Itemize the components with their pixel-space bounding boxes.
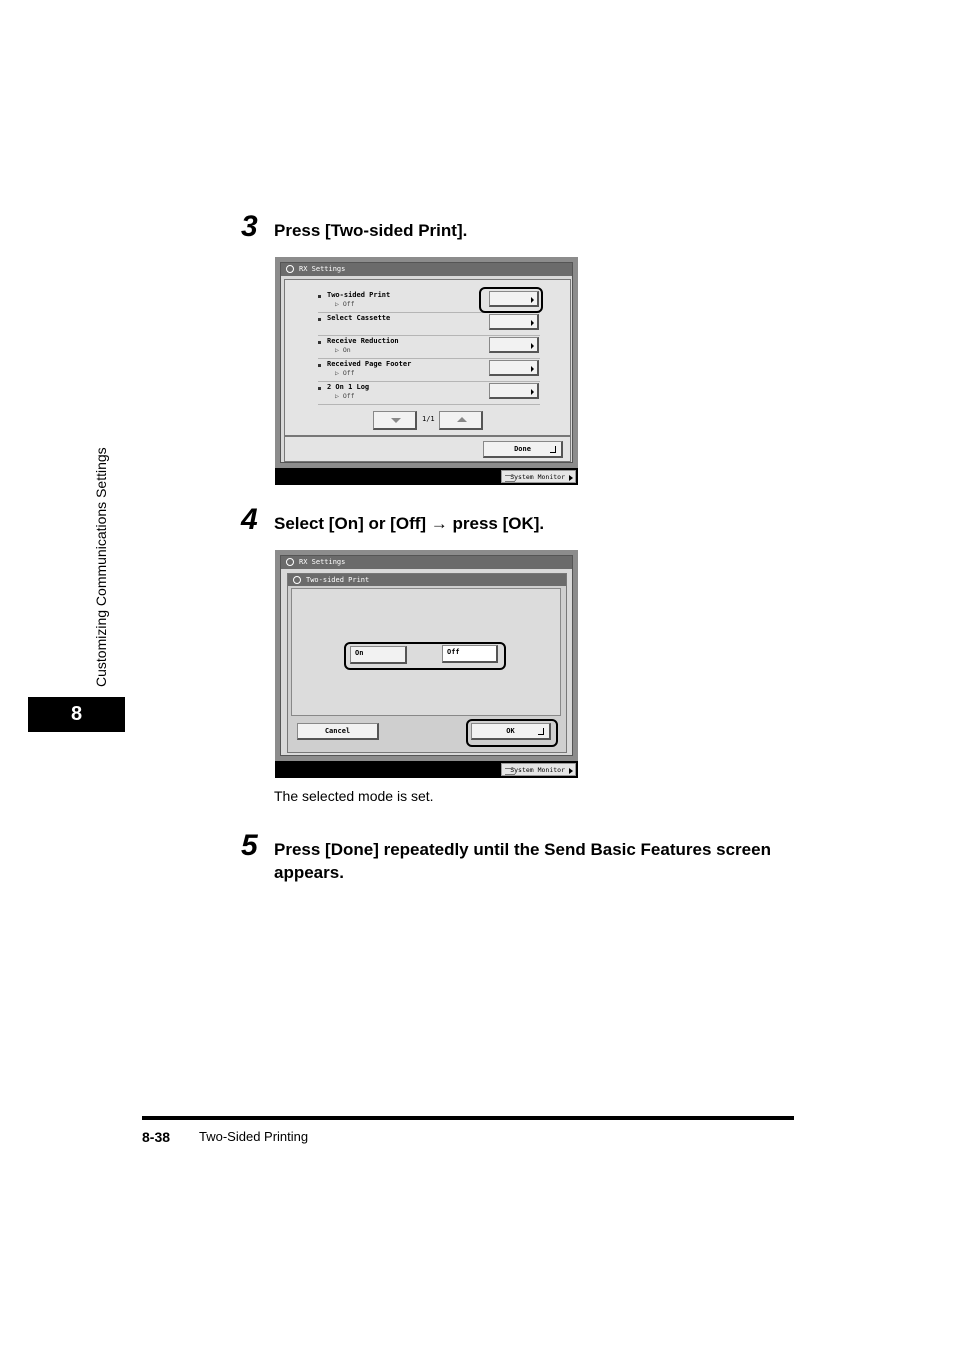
monitor-icon [505,768,515,775]
footer-rule [142,1116,794,1120]
arrow-up-icon [457,417,467,422]
item-label: Receive Reduction [327,337,399,345]
page-indicator: 1/1 [422,415,435,423]
page-footer-title: Two-Sided Printing [199,1129,309,1144]
rx-settings-screen [275,257,578,485]
dialog-titlebar [288,574,566,586]
section-label: Customizing Communications Settings [93,447,109,687]
step-4-text: Select [On] or [Off] → press [OK]. [274,514,545,533]
status-bar [275,468,578,485]
step-3-text: Press [Two-sided Print]. [274,221,468,240]
enter-icon [538,728,544,735]
bottom-bar [284,436,571,462]
settings-icon [286,558,294,566]
ok-button[interactable] [471,723,551,740]
done-button[interactable] [483,441,563,458]
settings-list-panel [284,279,571,436]
step-5-number: 5 [241,829,258,862]
item-label: Received Page Footer [327,360,412,368]
dialog-panel [287,573,567,753]
step-3-number: 3 [241,210,258,243]
settings-icon [293,576,301,584]
off-label: Off [447,648,460,656]
cancel-label: Cancel [324,727,351,735]
arrow-down-icon [391,418,401,423]
received-page-footer-button[interactable] [489,360,539,376]
screen-titlebar [281,263,572,276]
item-value: ▷ On [335,346,351,354]
item-label: Two-sided Print [327,291,391,299]
page-up-button[interactable] [439,411,483,430]
on-label: On [355,649,364,657]
list-item-2-on-1-log[interactable] [318,382,540,405]
cancel-button[interactable] [297,723,379,740]
enter-icon [550,446,556,453]
monitor-icon [505,475,515,482]
dialog-title: Two-sided Print [306,576,370,584]
screen-title: RX Settings [299,265,346,273]
system-monitor-button[interactable] [501,763,576,776]
bullet-icon [318,364,321,367]
screen-body [280,555,573,756]
bullet-icon [318,295,321,298]
highlight-ring [479,287,543,313]
item-value: ▷ Off [335,392,355,400]
arrow-right-icon [569,475,573,481]
item-label: Select Cassette [327,314,391,322]
select-cassette-button[interactable] [489,314,539,330]
done-label: Done [514,445,531,453]
bullet-icon [318,341,321,344]
step-4-number: 4 [241,503,258,536]
on-button[interactable] [350,646,407,664]
list-item-received-page-footer[interactable] [318,359,540,382]
result-note: The selected mode is set. [274,788,434,804]
item-value: ▷ Off [335,300,355,308]
system-monitor-label: System Monitor [510,473,565,481]
off-button[interactable] [442,645,498,663]
step-5-text: Press [Done] repeatedly until the Send Basic Features screen appears. [274,840,771,882]
list-item-receive-reduction[interactable] [318,336,540,359]
bullet-icon [318,318,321,321]
chapter-tab: 8 [28,697,125,732]
settings-icon [286,265,294,273]
receive-reduction-button[interactable] [489,337,539,353]
2-on-1-log-button[interactable] [489,383,539,399]
item-label: 2 On 1 Log [327,383,370,391]
page-number: 8-38 [142,1129,171,1145]
status-bar [275,761,578,778]
screen-body [280,262,573,463]
screen-title: RX Settings [299,558,346,566]
arrow-right-icon [569,768,573,774]
dialog-content [291,588,561,716]
ok-label: OK [506,727,515,735]
system-monitor-label: System Monitor [510,766,565,774]
screen-titlebar [281,556,572,569]
list-item-select-cassette[interactable] [318,313,540,336]
system-monitor-button[interactable] [501,470,576,483]
item-value: ▷ Off [335,369,355,377]
two-sided-print-screen [275,550,578,778]
bullet-icon [318,387,321,390]
page-down-button[interactable] [373,411,417,430]
